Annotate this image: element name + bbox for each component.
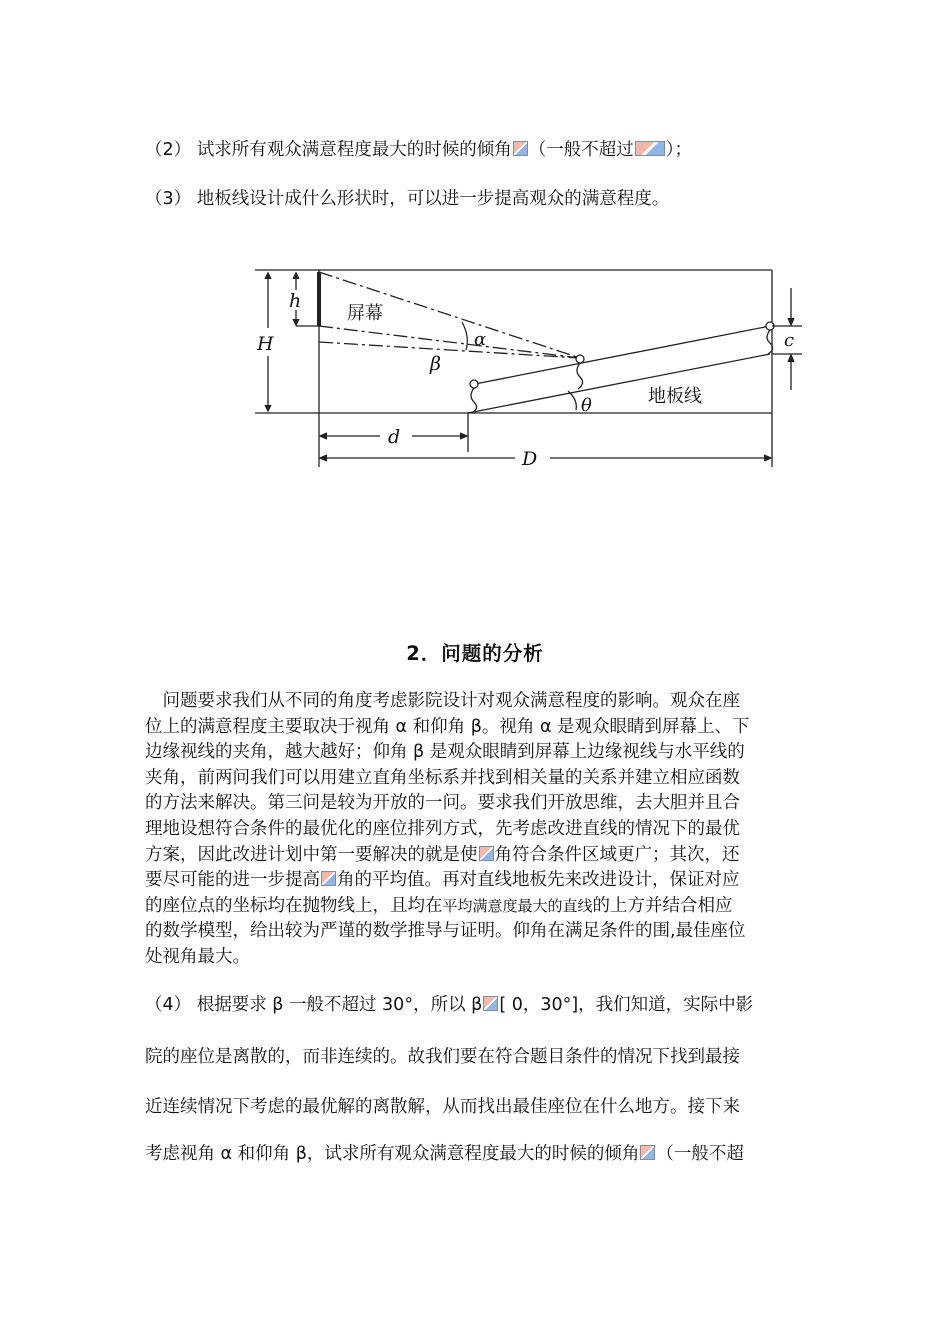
text-line: 边缘视线的夹角，越大越好；仰角 β 是观众眼睛到屏幕上边缘视线与水平线的 xyxy=(145,742,745,763)
eye-point-first xyxy=(470,380,478,388)
label-c: c xyxy=(784,330,795,351)
text-line xyxy=(145,843,810,869)
broken-image-icon xyxy=(483,996,498,1011)
label-H: H xyxy=(257,333,274,355)
text-line: 夹角，前两问我们可以用建立直角坐标系并找到相关量的关系并建立相应函数 xyxy=(145,767,740,788)
question-2 xyxy=(145,137,692,163)
text-segment: （4） 根据要求 β 一般不超过 30°，所以 β xyxy=(145,995,483,1015)
text-line: 处视角最大。 xyxy=(145,946,250,967)
mid-seat-wave xyxy=(577,363,583,389)
first-seat-wave xyxy=(471,388,477,413)
part-4-line-1 xyxy=(145,992,753,1018)
text-segment: 考虑视角 α 和仰角 β，试求所有观众满意程度最大的时候的倾角 xyxy=(145,1144,640,1164)
label-D: D xyxy=(522,448,538,470)
text-segment: 方案，因此改进计划中第一要解决的就是使 xyxy=(145,844,478,865)
text-line: 的数学模型，给出较为严谨的数学推导与证明。仰角在满足条件的围,最佳座位 xyxy=(145,921,746,942)
label-d: d xyxy=(388,426,401,448)
text-line: 的方法来解决。第三问是较为开放的一问。要求我们开放思维，去大胆并且合 xyxy=(145,793,740,814)
part-4-line-2 xyxy=(145,1044,740,1070)
cinema-floor-diagram xyxy=(250,262,810,477)
label-beta: β xyxy=(430,353,441,375)
text-line: 理地设想符合条件的最优化的座位排列方式，先考虑改进直线的情况下的最优 xyxy=(145,818,740,839)
text-segment: 的上方并结合相应 xyxy=(592,895,733,916)
text-segment: 角的平均值。再对直线地板先来改进设计，保证对应 xyxy=(337,870,740,891)
text-line: 问题要求我们从不同的角度考虑影院设计对观众满意程度的影响。观众在座 xyxy=(145,691,740,711)
section-heading: 2．问题的分析 xyxy=(406,642,544,665)
horizontal-sight-line xyxy=(319,342,580,358)
eye-point-front xyxy=(576,355,584,363)
broken-image-icon xyxy=(635,141,665,156)
question-2-text: （2） 试求所有观众满意程度最大的时候的倾角 xyxy=(145,140,512,160)
broken-image-icon xyxy=(479,846,494,861)
sight-seat-line xyxy=(475,326,770,384)
text-segment: 近连续情况下考虑的最优解的离散解，从而找出最佳座位在什么地方。接下来 xyxy=(145,1097,740,1117)
text-segment: 角符合条件区域更广；其次，还 xyxy=(494,844,740,865)
lower-sight-line xyxy=(319,326,580,358)
part-4-line-3 xyxy=(145,1094,740,1120)
text-line xyxy=(145,868,810,894)
broken-image-icon xyxy=(321,871,336,886)
label-h: h xyxy=(289,290,302,312)
analysis-paragraph xyxy=(145,689,810,971)
question-2-limit-text: （一般不超过 xyxy=(528,140,634,160)
alpha-arc xyxy=(462,322,467,350)
question-3-text: （3） 地板线设计成什么形状时，可以进一步提高观众的满意程度。 xyxy=(145,189,670,209)
text-segment: 要尽可能的进一步提高 xyxy=(145,870,320,891)
text-segment-small: 平均满意度最大的直线 xyxy=(442,896,593,915)
label-screen: 屏幕 xyxy=(347,303,383,324)
broken-image-icon xyxy=(513,141,528,156)
question-3 xyxy=(145,186,669,212)
text-line xyxy=(145,894,810,920)
text-line: 位上的满意程度主要取决于视角 α 和仰角 β。视角 α 是观众眼睛到屏幕上、下 xyxy=(145,716,750,737)
question-2-close: ）； xyxy=(665,140,692,160)
label-theta: θ xyxy=(581,395,592,416)
label-floor: 地板线 xyxy=(648,386,702,407)
text-segment: 的座位点的坐标均在抛物线上，且均在 xyxy=(145,895,443,916)
floor-line xyxy=(468,354,770,413)
text-segment: 院的座位是离散的，而非连续的。故我们要在符合题目条件的情况下找到最接 xyxy=(145,1047,740,1067)
part-4-line-4 xyxy=(145,1141,744,1167)
text-segment: （一般不超 xyxy=(656,1144,744,1164)
broken-image-icon xyxy=(640,1145,655,1160)
label-alpha: α xyxy=(474,329,487,350)
text-segment: [ 0，30°]，我们知道，实际中影 xyxy=(499,995,754,1015)
